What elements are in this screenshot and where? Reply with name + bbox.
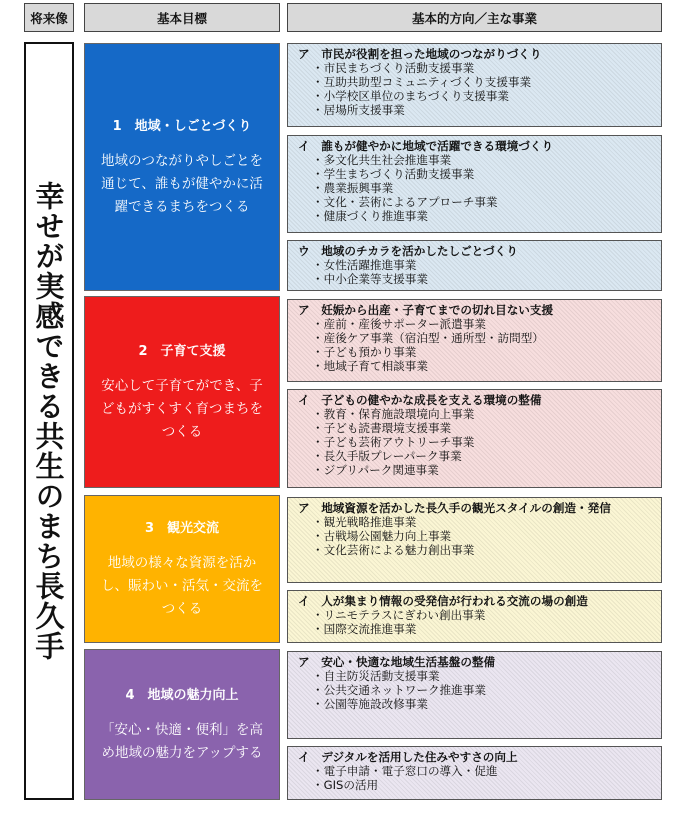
goal-3 — [84, 495, 280, 643]
direction-1c-item: ・中小企業等支援事業 — [312, 272, 428, 286]
direction-4a — [287, 651, 662, 739]
direction-3a — [287, 497, 662, 583]
direction-3a-item: ・観光戦略推進事業 — [312, 515, 417, 529]
direction-2b-item: ・子ども芸術アウトリーチ事業 — [312, 435, 475, 449]
direction-1a-item: ・互助共助型コミュニティづくり支援事業 — [312, 75, 532, 89]
direction-1a-title: ア 市民が役割を担った地域のつながりづくり — [298, 47, 542, 61]
goal-4-title: 4 地域の魅力向上 — [125, 688, 239, 703]
goal-2 — [84, 296, 280, 488]
direction-1a-item: ・小学校区単位のまちづくり支援事業 — [312, 89, 509, 103]
direction-4b-item: ・GISの活用 — [312, 778, 379, 792]
direction-3a-title: ア 地域資源を活かした長久手の観光スタイルの創造・発信 — [298, 501, 611, 515]
direction-4a-item: ・自主防災活動支援事業 — [312, 669, 440, 683]
direction-2b-item: ・ジブリパーク関連事業 — [312, 463, 439, 477]
direction-2b-item: ・子ども読書環境支援事業 — [312, 421, 452, 435]
direction-2b-title: イ 子どもの健やかな成長を支える環境の整備 — [298, 393, 542, 407]
direction-2a — [287, 299, 662, 382]
direction-1b-item: ・多文化共生社会推進事業 — [312, 153, 452, 167]
future-vision-box — [24, 42, 74, 800]
direction-2a-title: ア 妊娠から出産・子育てまでの切れ目ない支援 — [298, 303, 554, 317]
direction-2a-item: ・産前・産後サポーター派遣事業 — [312, 317, 486, 331]
direction-2b-item: ・教育・保育施設環境向上事業 — [312, 407, 475, 421]
goal-1-title: 1 地域・しごとづくり — [112, 119, 252, 134]
direction-4a-title: ア 安心・快適な地域生活基盤の整備 — [298, 655, 496, 669]
direction-3b-title: イ 人が集まり情報の受発信が行われる交流の場の創造 — [298, 594, 588, 608]
header-future-vision — [24, 3, 74, 32]
header-future-vision-label: 将来像 — [30, 10, 68, 26]
direction-3a-item: ・古戦場公園魅力向上事業 — [312, 529, 452, 543]
direction-2a-item: ・地域子育て相談事業 — [312, 359, 428, 373]
direction-1c-title: ウ 地域のチカラを活かしたしごとづくり — [298, 244, 518, 258]
direction-4b — [287, 746, 662, 800]
direction-4b-title: イ デジタルを活用した住みやすさの向上 — [298, 750, 518, 764]
direction-2a-item: ・子ども預かり事業 — [312, 345, 417, 359]
goal-3-title: 3 観光交流 — [144, 521, 220, 536]
future-vision-text: 幸せが実感できる共生のまち長久手 — [31, 181, 66, 661]
direction-1b-item: ・農業振興事業 — [312, 181, 394, 195]
direction-1a-item: ・居場所支援事業 — [312, 103, 405, 117]
direction-1c-item: ・女性活躍推進事業 — [312, 258, 417, 272]
direction-2a-item: ・産後ケア事業（宿泊型・通所型・訪問型） — [312, 331, 544, 345]
direction-1a — [287, 43, 662, 127]
direction-1b-item: ・文化・芸術によるアプローチ事業 — [312, 195, 498, 209]
direction-4a-item: ・公園等施設改修事業 — [312, 697, 428, 711]
goal-1 — [84, 43, 280, 291]
direction-3a-item: ・文化芸術による魅力創出事業 — [312, 543, 475, 557]
direction-1a-item: ・市民まちづくり活動支援事業 — [312, 61, 475, 75]
header-basic-goal-label: 基本目標 — [156, 10, 207, 26]
direction-1b-title: イ 誰もが健やかに地域で活躍できる環境づくり — [298, 139, 554, 153]
goal-2-title: 2 子育て支援 — [138, 344, 226, 359]
direction-4b-item: ・電子申請・電子窓口の導入・促進 — [312, 764, 498, 778]
header-basic-goal — [84, 3, 280, 32]
direction-1b-item: ・学生まちづくり活動支援事業 — [312, 167, 475, 181]
goal-4 — [84, 649, 280, 800]
direction-3b — [287, 590, 662, 643]
goal-4-description: 「安心・快適・便利」を高め地域の魅力をアップする — [101, 722, 263, 761]
direction-1c — [287, 240, 662, 291]
header-direction — [287, 3, 662, 32]
direction-3b-item: ・リニモテラスにぎわい創出事業 — [312, 608, 486, 622]
direction-3b-item: ・国際交流推進事業 — [312, 622, 417, 636]
direction-1b — [287, 135, 662, 233]
goal-1-description: 地域のつながりやしごとを通じて、誰もが健やかに活躍できるまちをつくる — [101, 153, 263, 215]
direction-1b-item: ・健康づくり推進事業 — [312, 209, 428, 223]
direction-2b — [287, 389, 662, 488]
direction-4a-item: ・公共交通ネットワーク推進事業 — [312, 683, 486, 697]
direction-2b-item: ・長久手版プレーパーク事業 — [312, 449, 462, 463]
header-direction-label: 基本的方向／主な事業 — [411, 10, 537, 26]
goal-3-description: 地域の様々な資源を活かし、賑わい・活気・交流をつくる — [101, 555, 263, 617]
goal-2-description: 安心して子育てができ、子どもがすくすく育つまちをつくる — [101, 378, 263, 440]
